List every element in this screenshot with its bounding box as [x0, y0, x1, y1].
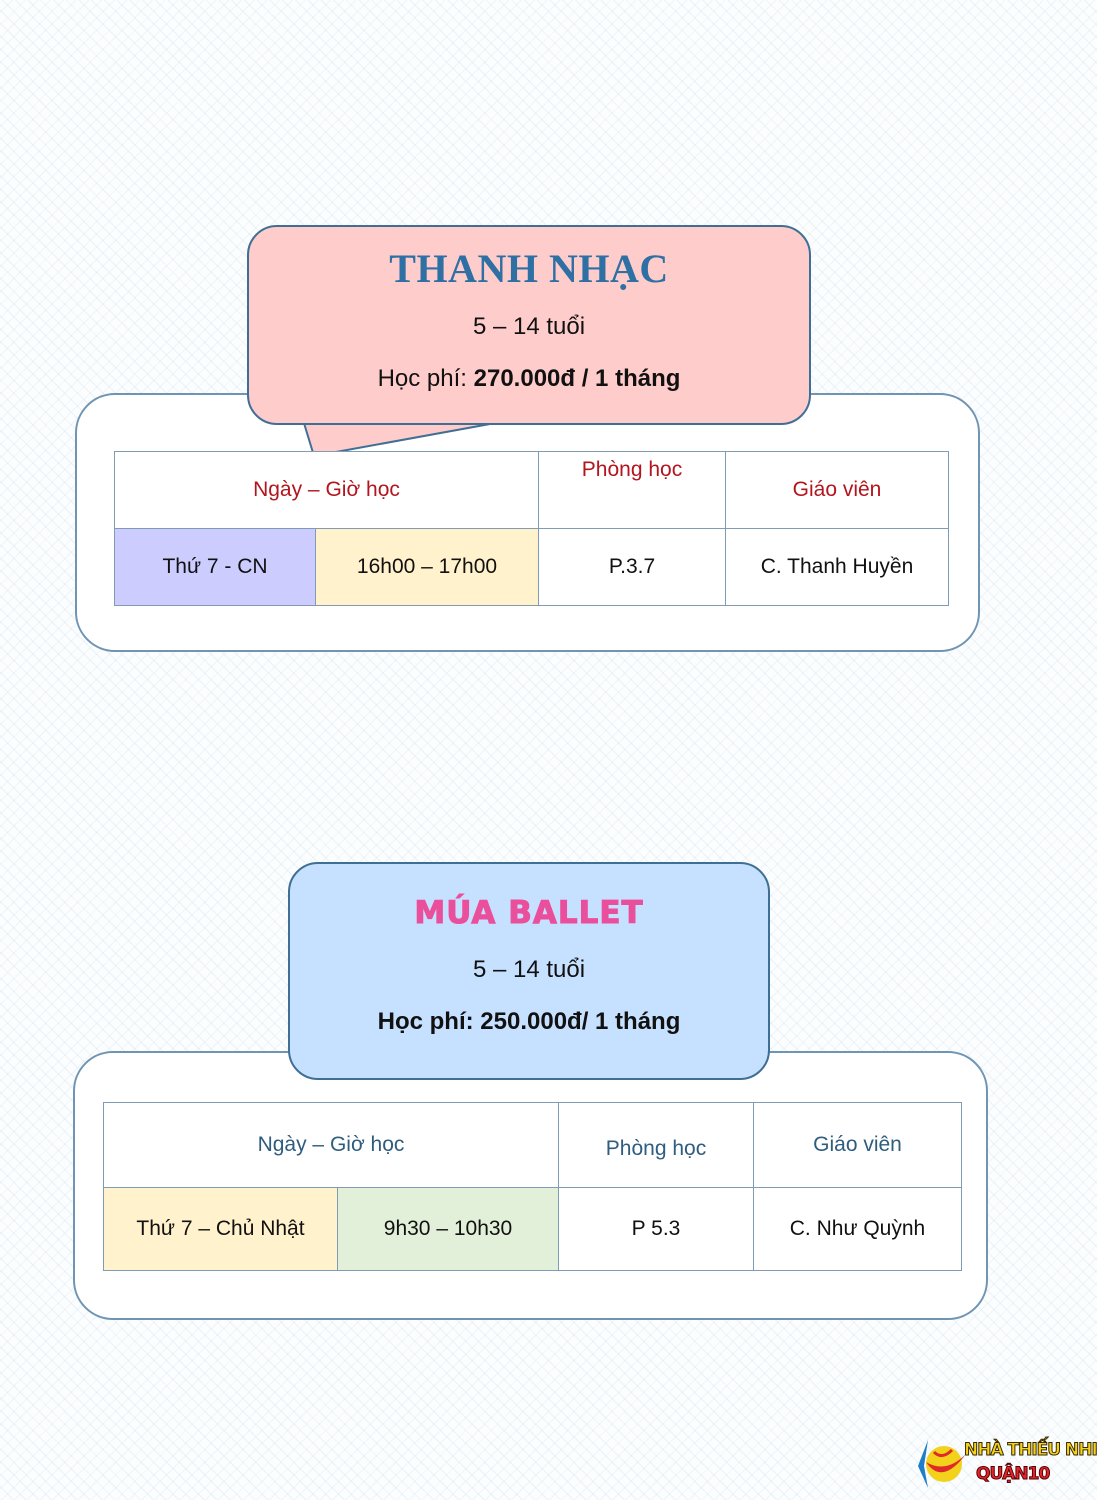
mua-ballet-title: MÚA BALLET: [414, 895, 644, 931]
thanh-nhac-info-bubble: [247, 225, 811, 425]
cell-teacher: C. Thanh Huyền: [726, 529, 949, 606]
fee-value: 250.000đ/ 1 tháng: [480, 1008, 681, 1035]
logo-emblem-icon: [912, 1434, 968, 1492]
header-room: Phòng học: [559, 1103, 754, 1188]
fee-label: Học phí:: [377, 1008, 474, 1035]
cell-teacher: C. Như Quỳnh: [754, 1188, 962, 1271]
thanh-nhac-schedule-table: [114, 451, 949, 606]
header-schedule: Ngày – Giờ học: [115, 452, 539, 529]
nha-thieu-nhi-logo: [912, 1434, 1097, 1492]
logo-text-line1: NHÀ THIẾU NHI: [964, 1440, 1097, 1460]
cell-room: P 5.3: [559, 1188, 754, 1271]
header-schedule: Ngày – Giờ học: [104, 1103, 559, 1188]
header-teacher: Giáo viên: [754, 1103, 962, 1188]
cell-days: Thứ 7 – Chủ Nhật: [104, 1188, 338, 1271]
thanh-nhac-title: THANH NHẠC: [389, 246, 669, 291]
cell-days: Thứ 7 - CN: [115, 529, 316, 606]
fee-label: Học phí:: [377, 365, 467, 392]
logo-text-line2: QUẬN10: [976, 1464, 1050, 1484]
header-room: Phòng học: [539, 452, 726, 529]
fee-value: 270.000đ / 1 tháng: [473, 365, 681, 392]
mua-ballet-fee: [290, 1010, 768, 1034]
thanh-nhac-fee: [249, 367, 809, 391]
header-teacher: Giáo viên: [726, 452, 949, 529]
mua-ballet-age: 5 – 14 tuổi: [472, 956, 586, 983]
thanh-nhac-age: 5 – 14 tuổi: [472, 313, 586, 340]
cell-time: 9h30 – 10h30: [338, 1188, 559, 1271]
cell-time: 16h00 – 17h00: [316, 529, 539, 606]
mua-ballet-schedule-table: [103, 1102, 962, 1271]
mua-ballet-info-bubble: [288, 862, 770, 1080]
cell-room: P.3.7: [539, 529, 726, 606]
